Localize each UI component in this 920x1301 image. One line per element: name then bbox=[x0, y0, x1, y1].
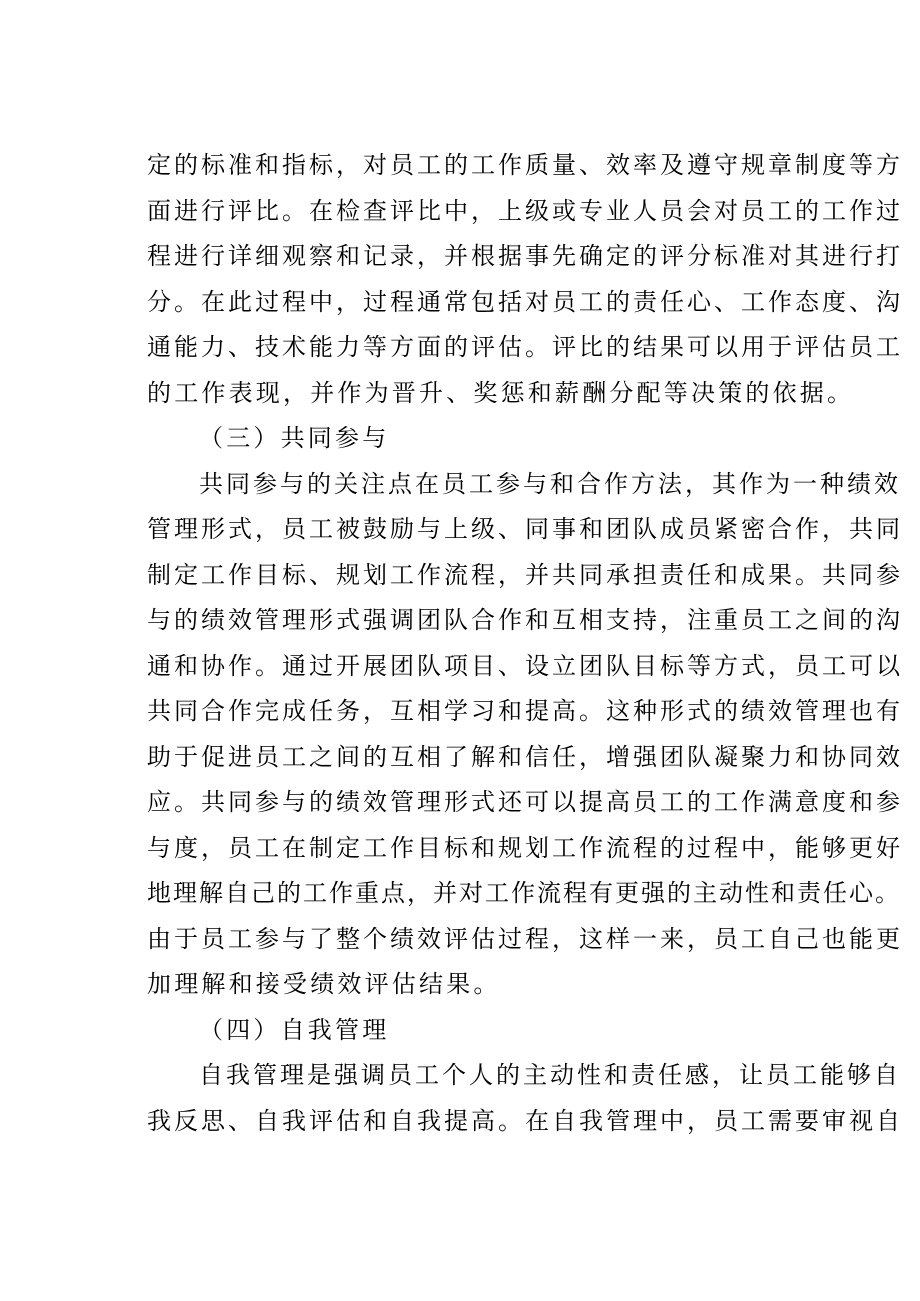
paragraph-line: 分。在此过程中，过程通常包括对员工的责任心、工作态度、沟 bbox=[147, 288, 903, 316]
paragraph-line: 由于员工参与了整个绩效评估过程，这样一来，员工自己也能更 bbox=[147, 925, 903, 953]
paragraph-line: 的工作表现，并作为晋升、奖惩和薪酬分配等决策的依据。 bbox=[147, 379, 855, 407]
section-heading: （四）自我管理 bbox=[199, 1016, 390, 1044]
paragraph-line: 制定工作目标、规划工作流程，并共同承担责任和成果。共同参 bbox=[147, 561, 903, 589]
section-heading: （三）共同参与 bbox=[199, 424, 390, 452]
paragraph-line: 通能力、技术能力等方面的评估。评比的结果可以用于评估员工 bbox=[147, 333, 903, 361]
paragraph-line: 共同合作完成任务，互相学习和提高。这种形式的绩效管理也有 bbox=[147, 697, 903, 725]
paragraph-line: 自我管理是强调员工个人的主动性和责任感，让员工能够自 bbox=[199, 1061, 901, 1089]
paragraph-line: 应。共同参与的绩效管理形式还可以提高员工的工作满意度和参 bbox=[147, 788, 903, 816]
paragraph-line: 面进行评比。在检查评比中，上级或专业人员会对员工的工作过 bbox=[147, 197, 903, 225]
paragraph-line: 通和协作。通过开展团队项目、设立团队目标等方式，员工可以 bbox=[147, 652, 903, 680]
paragraph-line: 管理形式，员工被鼓励与上级、同事和团队成员紧密合作，共同 bbox=[147, 515, 903, 543]
paragraph-line: 地理解自己的工作重点，并对工作流程有更强的主动性和责任心。 bbox=[147, 879, 901, 907]
paragraph-line: 我反思、自我评估和自我提高。在自我管理中，员工需要审视自 bbox=[147, 1107, 903, 1135]
paragraph-line: 与的绩效管理形式强调团队合作和互相支持，注重员工之间的沟 bbox=[147, 606, 903, 634]
paragraph-line: 程进行详细观察和记录，并根据事先确定的评分标准对其进行打 bbox=[147, 242, 903, 270]
paragraph-line: 助于促进员工之间的互相了解和信任，增强团队凝聚力和协同效 bbox=[147, 743, 903, 771]
paragraph-line: 定的标准和指标，对员工的工作质量、效率及遵守规章制度等方 bbox=[147, 151, 903, 179]
paragraph-line: 与度，员工在制定工作目标和规划工作流程的过程中，能够更好 bbox=[147, 834, 903, 862]
paragraph-line: 共同参与的关注点在员工参与和合作方法，其作为一种绩效 bbox=[199, 470, 901, 498]
paragraph-line: 加理解和接受绩效评估结果。 bbox=[147, 970, 501, 998]
